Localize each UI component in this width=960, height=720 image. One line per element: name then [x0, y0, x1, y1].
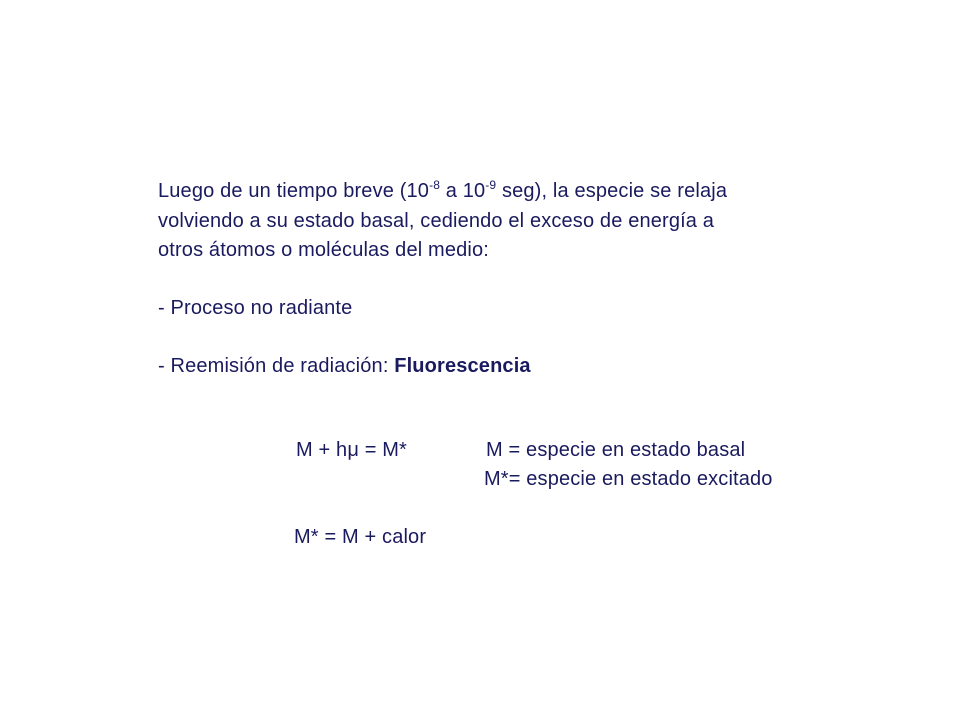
bullet-proceso-no-radiante: - Proceso no radiante	[158, 297, 353, 319]
paragraph-line-1-part-3: seg), la especie se relaja	[496, 180, 728, 202]
equation-relaxation: M* = M + calor	[294, 526, 427, 548]
legend-excited-state: M*= especie en estado excitado	[484, 468, 773, 490]
fluorescencia-term: Fluorescencia	[394, 355, 531, 377]
paragraph-line-3: otros átomos o moléculas del medio:	[158, 239, 489, 261]
legend-ground-state: M = especie en estado basal	[486, 439, 746, 461]
bullet-reemision-label: - Reemisión de radiación:	[158, 355, 395, 377]
paragraph-line-2: volviendo a su estado basal, cediendo el exceso de energía a	[158, 210, 715, 232]
paragraph-line-1-part-1: Luego de un tiempo breve (10	[158, 180, 430, 202]
exponent-minus-8: -8	[429, 178, 441, 192]
paragraph-line-1	[158, 179, 727, 203]
exponent-minus-9: -9	[485, 178, 497, 192]
equation-excitation: M + hμ = M*	[296, 439, 407, 461]
paragraph-line-1-part-2: a 10	[440, 180, 486, 202]
bullet-reemision	[158, 354, 531, 378]
